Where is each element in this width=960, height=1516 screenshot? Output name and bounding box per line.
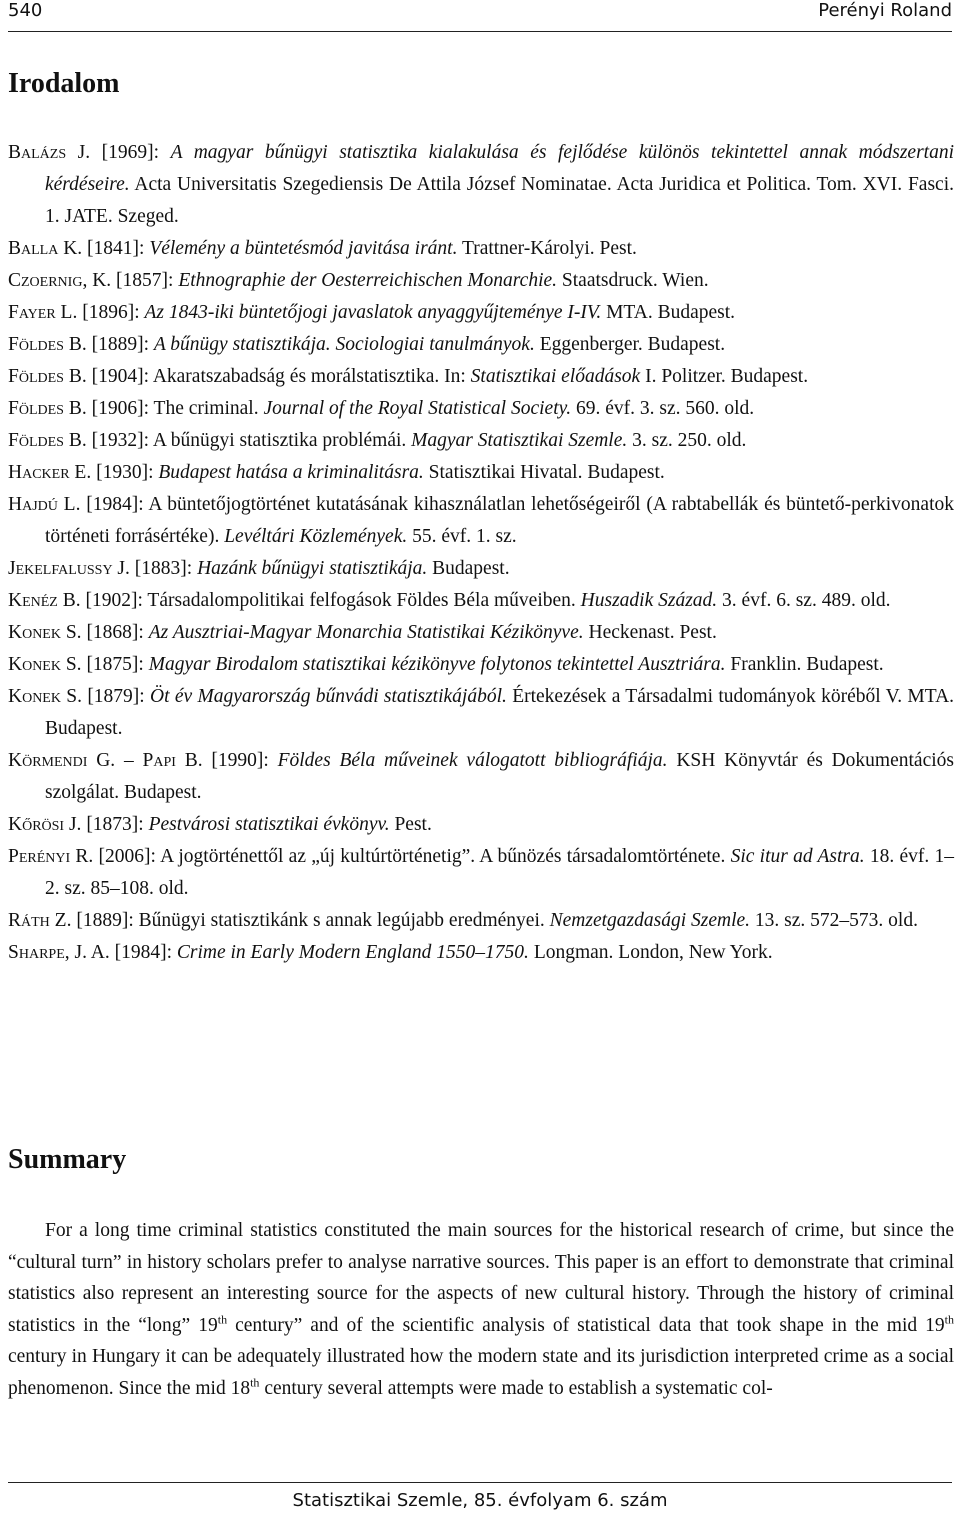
summary-sup-1: th [217, 1312, 228, 1326]
reference-title: A magyar bűnügyi statisztika kialakulása és fejlődése különös tekintettel annak módszertani kérdéseire. [45, 142, 954, 195]
reference-publisher: Acta Universitatis Szegediensis De Attila József Nominatae. Acta Juridica et Politica. Tom. XVI. Fasci. 1. JATE. Szeged. [45, 174, 954, 227]
reference-year: [1883]: [134, 558, 193, 579]
reference-year: [1904]: [91, 366, 149, 387]
summary-text-1: For a long time criminal statistics constituted the main sources for the historical research of crime, but since the “cultural turn” in history scholars prefer to analyse narrative sources. This paper is an effort to demonstrate that criminal statistics also represent an interesting source for the aspects of new cultural history. Through the history of criminal statistics in the “long” 19 [8, 1220, 954, 1336]
reference-publisher: Budapest. [432, 558, 510, 579]
reference-author: Czoernig, K. [8, 270, 112, 291]
reference-entry [8, 681, 954, 745]
summary-title: Summary [8, 1144, 127, 1175]
reference-author: Hacker E. [8, 462, 92, 483]
reference-author: Földes B. [8, 430, 87, 451]
reference-entry [8, 361, 954, 393]
reference-entry [8, 649, 954, 681]
summary-text-2: century” and of the scientific analysis of statistical data that took shape in the mid 19 [227, 1314, 945, 1336]
reference-year: [1902]: [85, 590, 143, 611]
reference-title: Huszadik Század. [580, 590, 718, 611]
reference-text: A bűnügyi statisztika problémái. [152, 430, 407, 451]
reference-year: [1969]: [101, 142, 160, 163]
reference-title: A bűnügy statisztikája. Sociologiai tanulmányok. [153, 334, 535, 355]
reference-year: [1932]: [91, 430, 149, 451]
reference-entry [8, 585, 954, 617]
reference-title: Journal of the Royal Statistical Society. [263, 398, 572, 419]
reference-author: Földes B. [8, 366, 87, 387]
reference-author: Földes B. [8, 334, 87, 355]
reference-year: [2006]: [98, 846, 156, 867]
reference-title: Öt év Magyarország bűnvádi statisztikájából. [150, 686, 507, 707]
reference-author: Konek S. [8, 686, 82, 707]
reference-year: [1857]: [116, 270, 174, 291]
reference-entry [8, 809, 954, 841]
reference-title: Nemzetgazdasági Szemle. [549, 910, 751, 931]
reference-entry [8, 233, 954, 265]
reference-author: Földes B. [8, 398, 87, 419]
reference-title: Az Ausztriai-Magyar Monarchia Statistikai Kézikönyve. [148, 622, 584, 643]
reference-publisher: Heckenast. Pest. [588, 622, 717, 643]
summary-paragraph [8, 1215, 954, 1404]
reference-entry [8, 937, 954, 969]
reference-entry [8, 265, 954, 297]
reference-publisher: 3. évf. 6. sz. 489. old. [722, 590, 891, 611]
header-divider [8, 31, 952, 32]
reference-year: [1930]: [96, 462, 154, 483]
running-header [8, 0, 952, 28]
reference-title: Statisztikai előadások [470, 366, 641, 387]
reference-title: Pestvárosi statisztikai évkönyv. [148, 814, 390, 835]
reference-entry [8, 425, 954, 457]
reference-publisher: Franklin. Budapest. [730, 654, 884, 675]
reference-entry [8, 553, 954, 585]
reference-author: Jekelfalussy J. [8, 558, 130, 579]
reference-publisher: 13. sz. 572–573. old. [754, 910, 918, 931]
reference-text: Bűnügyi statisztikánk s annak legújabb eredményei. [138, 910, 545, 931]
reference-year: [1889]: [76, 910, 134, 931]
summary-sup-2: th [944, 1312, 954, 1326]
reference-publisher: 3. sz. 250. old. [632, 430, 747, 451]
reference-author: Fayer L. [8, 302, 78, 323]
reference-text: A büntetőjogtörténet kutatásának kihasználatlan lehetőségeiről (A rabtabellák és büntető-perkivonatok történeti forrásértéke). [45, 494, 954, 547]
summary-text-4: century several attempts were made to establish a systematic col- [259, 1377, 773, 1399]
reference-entry [8, 905, 954, 937]
reference-publisher: MTA. Budapest. [606, 302, 736, 323]
reference-title: Vélemény a büntetésmód javitása iránt. [149, 238, 458, 259]
reference-list [8, 137, 954, 969]
reference-publisher: KSH Könyvtár és Dokumentációs szolgálat. Budapest. [45, 750, 954, 803]
reference-year: [1906]: [91, 398, 149, 419]
reference-year: [1873]: [86, 814, 144, 835]
reference-title: Magyar Birodalom statisztikai kézikönyve folytonos tekintettel Ausztriára. [148, 654, 726, 675]
reference-year: [1990]: [211, 750, 269, 771]
reference-year: [1875]: [86, 654, 144, 675]
reference-entry [8, 489, 954, 553]
journal-footer: Statisztikai Szemle, 85. évfolyam 6. szám [292, 1490, 668, 1511]
reference-publisher: Eggenberger. Budapest. [539, 334, 726, 355]
reference-publisher: 55. évf. 1. sz. [412, 526, 517, 547]
reference-title: Földes Béla műveinek válogatott bibliográfiája. [277, 750, 668, 771]
reference-year: [1889]: [91, 334, 149, 355]
reference-title: Crime in Early Modern England 1550–1750. [176, 942, 529, 963]
reference-title: Sic itur ad Astra. [730, 846, 865, 867]
reference-title: Budapest hatása a kriminalitásra. [158, 462, 424, 483]
reference-author: Balla K. [8, 238, 83, 259]
reference-entry [8, 457, 954, 489]
summary-sup-3: th [250, 1375, 260, 1389]
reference-author: Kőrösi J. [8, 814, 82, 835]
reference-text: Társadalompolitikai felfogások Földes Béla műveiben. [147, 590, 576, 611]
reference-author: Perényi R. [8, 846, 94, 867]
reference-publisher: Longman. London, New York. [533, 942, 773, 963]
reference-author: Ráth Z. [8, 910, 72, 931]
reference-author: Kenéz B. [8, 590, 81, 611]
reference-publisher: 18. évf. 1–2. sz. 85–108. old. [45, 846, 954, 899]
reference-author: Balázs J. [8, 142, 91, 163]
reference-publisher: Statisztikai Hivatal. Budapest. [428, 462, 665, 483]
reference-author: Konek S. [8, 622, 82, 643]
reference-entry [8, 329, 954, 361]
summary-text-3: century in Hungary it can be adequately illustrated how the modern state and its jurisdiction interpreted crime as a social phenomenon. Since the mid 18 [8, 1346, 954, 1399]
reference-title: Az 1843-iki büntetőjogi javaslatok anyaggyűjteménye I-IV. [144, 302, 602, 323]
reference-entry [8, 841, 954, 905]
reference-text: A jogtörténettől az „új kultúrtörténetig”. A bűnözés társadalomtörténete. [160, 846, 726, 867]
reference-author: Körmendi G. – Papi B. [8, 750, 203, 771]
reference-entry [8, 137, 954, 233]
reference-year: [1984]: [114, 942, 172, 963]
section-title: Irodalom [8, 68, 120, 99]
reference-text: Akaratszabadság és morálstatisztika. In: [152, 366, 466, 387]
reference-year: [1896]: [82, 302, 140, 323]
reference-publisher: Pest. [394, 814, 432, 835]
reference-year: [1984]: [86, 494, 144, 515]
reference-title: Levéltári Közlemények. [224, 526, 408, 547]
reference-year: [1868]: [86, 622, 144, 643]
page-number: 540 [8, 0, 43, 21]
reference-year: [1879]: [87, 686, 145, 707]
reference-publisher: Értekezések a Társadalmi tudományok köréből V. MTA. Budapest. [45, 686, 955, 739]
footer-divider [8, 1482, 952, 1483]
reference-author: Sharpe, J. A. [8, 942, 110, 963]
reference-publisher: Staatsdruck. Wien. [561, 270, 709, 291]
reference-title: Magyar Statisztikai Szemle. [411, 430, 628, 451]
reference-author: Konek S. [8, 654, 82, 675]
reference-entry [8, 393, 954, 425]
running-author: Perényi Roland [818, 0, 952, 21]
reference-publisher: Trattner-Károlyi. Pest. [462, 238, 637, 259]
reference-entry [8, 745, 954, 809]
reference-title: Ethnographie der Oesterreichischen Monarchie. [178, 270, 558, 291]
reference-publisher: I. Politzer. Budapest. [645, 366, 809, 387]
reference-author: Hajdú L. [8, 494, 81, 515]
reference-title: Hazánk bűnügyi statisztikája. [197, 558, 428, 579]
reference-entry [8, 297, 954, 329]
reference-year: [1841]: [87, 238, 145, 259]
reference-entry [8, 617, 954, 649]
reference-text: The criminal. [153, 398, 259, 419]
reference-publisher: 69. évf. 3. sz. 560. old. [575, 398, 755, 419]
